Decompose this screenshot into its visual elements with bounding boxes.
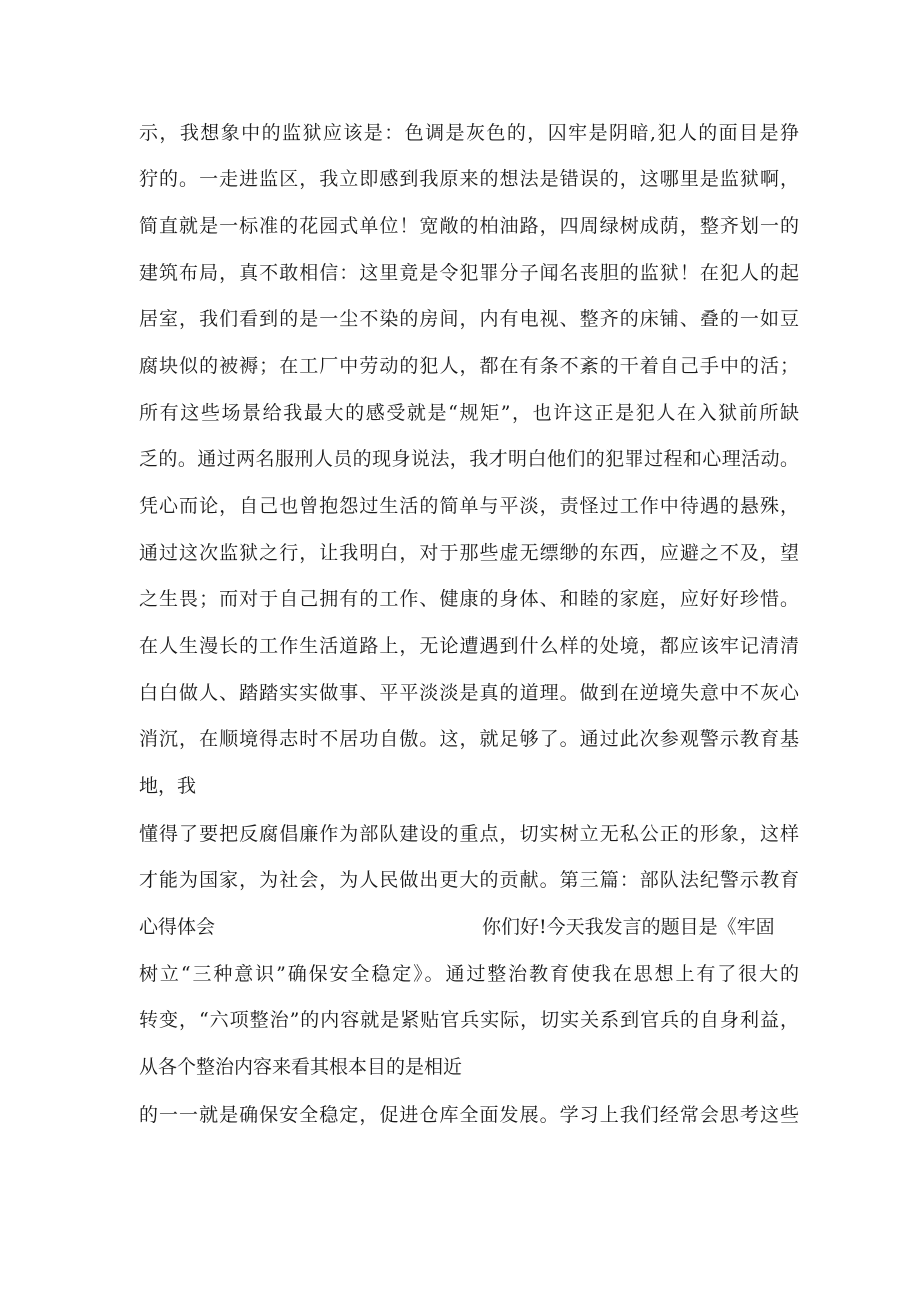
text-line: 白白做人、踏踏实实做事、平平淡淡是真的道理。做到在逆境失意中不灰心 (139, 682, 799, 704)
heading-line (139, 910, 799, 944)
text-line: 简直就是一标准的花园式单位！宽敞的柏油路，四周绿树成荫，整齐划一的 (139, 215, 799, 237)
text-line: 腐块似的被褥；在工厂中劳动的犯人，都在有条不紊的干着自己手中的活； (139, 355, 799, 377)
text-line: 转变，“六项整治”的内容就是紧贴官兵实际，切实关系到官兵的自身利益， (139, 1009, 799, 1031)
text-line: 通过这次监狱之行，让我明白，对于那些虚无缥缈的东西，应避之不及，望 (139, 542, 799, 564)
text-line: 消沉，在顺境得志时不居功自傲。这，就足够了。通过此次参观警示教育基 (139, 728, 799, 750)
text-line: 地，我 (139, 775, 197, 797)
text-line: 在人生漫长的工作生活道路上，无论遭遇到什么样的处境，都应该牢记清清 (139, 635, 799, 657)
text-line: 示，我想象中的监狱应该是：色调是灰色的，囚牢是阴暗,犯人的面目是狰 (139, 122, 799, 144)
text-line: 懂得了要把反腐倡廉作为部队建设的重点，切实树立无私公正的形象，这样 (139, 823, 799, 845)
text-line: 居室，我们看到的是一尘不染的房间，内有电视、整齐的床铺、叠的一如豆 (139, 308, 799, 330)
text-line: 建筑布局，真不敢相信：这里竟是令犯罪分子闻名丧胆的监狱！在犯人的起 (139, 262, 799, 284)
speech-opening: 你们好!今天我发言的题目是《牢固 (482, 916, 775, 938)
text-line: 才能为国家，为社会，为人民做出更大的贡献。第三篇：部队法纪警示教育 (139, 869, 799, 891)
text-line: 乏的。通过两名服刑人员的现身说法，我才明白他们的犯罪过程和心理活动。 (139, 448, 799, 470)
text-line: 所有这些场景给我最大的感受就是“规矩”，也许这正是犯人在入狱前所缺 (139, 402, 799, 424)
text-line: 从各个整治内容来看其根本目的是相近 (139, 1056, 463, 1078)
text-line: 之生畏；而对于自己拥有的工作、健康的身体、和睦的家庭，应好好珍惜。 (139, 588, 799, 610)
text-line: 狞的。一走进监区，我立即感到我原来的想法是错误的，这哪里是监狱啊， (139, 168, 799, 190)
text-line: 凭心而论，自己也曾抱怨过生活的简单与平淡，责怪过工作中待遇的悬殊， (139, 495, 799, 517)
text-line: 的一一就是确保安全稳定，促进仓库全面发展。学习上我们经常会思考这些 (139, 1104, 799, 1126)
text-line: 树立“三种意识”确保安全稳定》。通过整治教育使我在思想上有了很大的 (139, 963, 799, 985)
section-heading: 心得体会 (139, 916, 216, 938)
